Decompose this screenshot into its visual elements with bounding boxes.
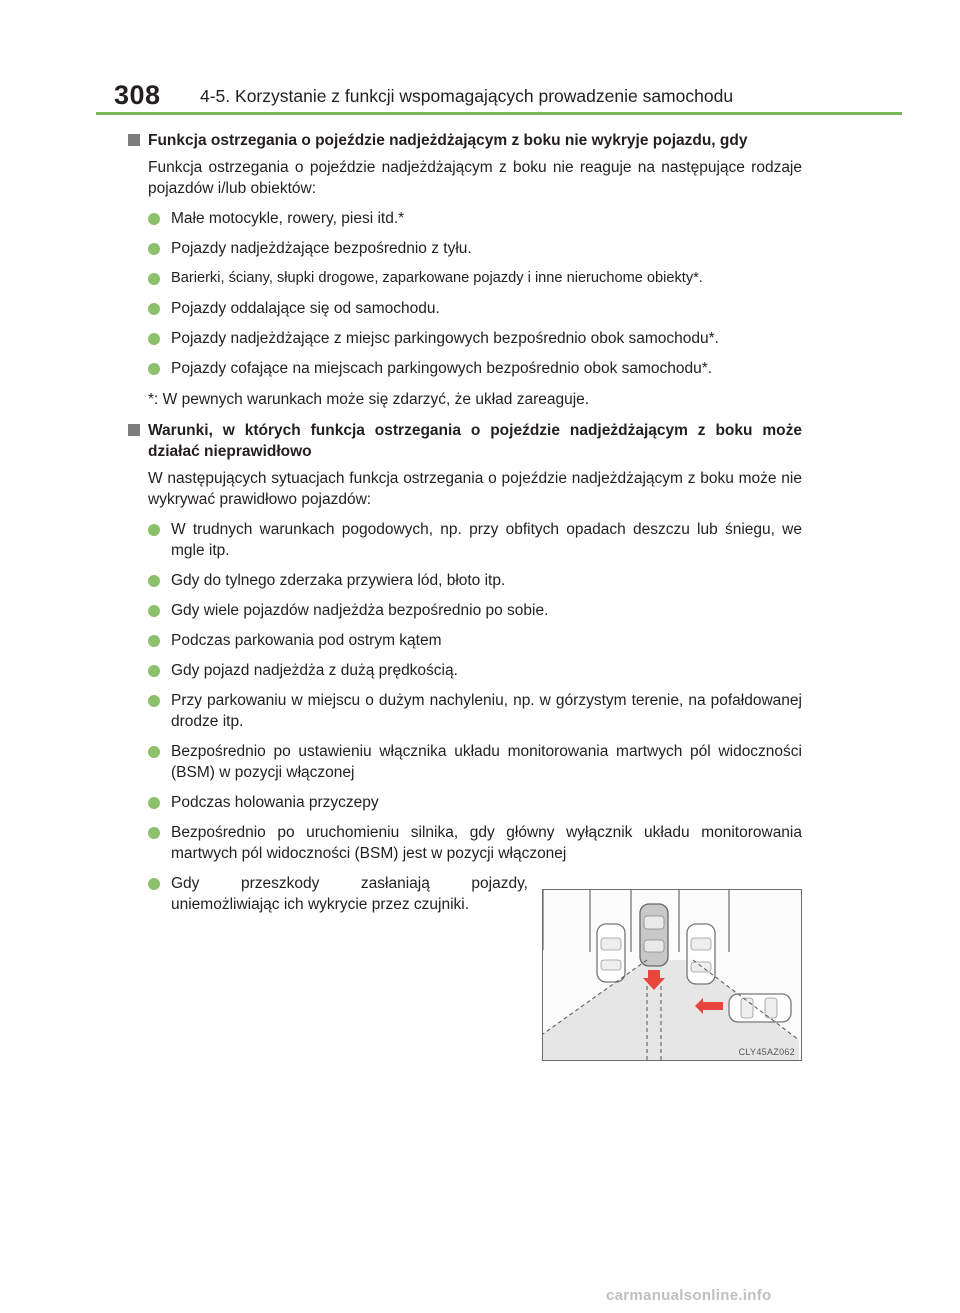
- footnote: *: W pewnych warunkach może się zdarzyć, że układ zareaguje.: [148, 391, 590, 408]
- list-item-text: Przy parkowaniu w miejscu o dużym nachyleniu, np. w górzystym terenie, na pofałdowanej drodze itp.: [171, 692, 802, 730]
- list-item: [148, 873, 528, 915]
- list-item-text: Pojazdy oddalające się od samochodu.: [171, 300, 440, 317]
- bullet-dot-icon: [148, 363, 160, 375]
- section-heading-text: Warunki, w których funkcja ostrzegania o pojeździe nadjeżdżającym z boku może działać nieprawidłowo: [148, 422, 802, 460]
- square-bullet-icon: [128, 134, 140, 146]
- list-item-text: Bezpośrednio po ustawieniu włącznika układu monitorowania martwych pól widoczności (BSM) w pozycji włączonej: [171, 743, 802, 781]
- bullet-dot-icon: [148, 797, 160, 809]
- section-malfunction-conditions: [128, 420, 802, 1057]
- list-item: [148, 630, 802, 651]
- list-item: [148, 519, 802, 561]
- parking-diagram: [543, 890, 801, 1060]
- list-item: [148, 822, 802, 864]
- list-item-text: Podczas holowania przyczepy: [171, 794, 379, 811]
- list-item-text: Pojazdy cofające na miejscach parkingowych bezpośrednio obok samochodu*.: [171, 360, 713, 377]
- list-item: [148, 328, 802, 349]
- obstruction-item-row: [128, 873, 802, 1057]
- bullet-dot-icon: [148, 273, 160, 285]
- list-item-text: Gdy do tylnego zderzaka przywiera lód, błoto itp.: [171, 572, 506, 589]
- bullet-dot-icon: [148, 827, 160, 839]
- square-bullet-icon: [128, 424, 140, 436]
- list-item-text: Bezpośrednio po uruchomieniu silnika, gdy główny wyłącznik układu monitorowania martwych pól widoczności (BSM) jest w pozycji włączonej: [171, 824, 802, 862]
- list-item-text: Pojazdy nadjeżdżające bezpośrednio z tyłu.: [171, 240, 472, 257]
- bullet-dot-icon: [148, 243, 160, 255]
- bullet-dot-icon: [148, 524, 160, 536]
- parked-car-left: [597, 924, 625, 982]
- header-divider: [96, 112, 902, 115]
- list-item: [148, 268, 802, 289]
- list-item: [148, 741, 802, 783]
- list-item-text: Barierki, ściany, słupki drogowe, zaparkowane pojazdy i inne nieruchome obiekty*.: [171, 270, 703, 286]
- approaching-car: [729, 994, 791, 1022]
- bullet-dot-icon: [148, 746, 160, 758]
- section-heading: [128, 420, 802, 462]
- bullet-dot-icon: [148, 665, 160, 677]
- list-item-text: Małe motocykle, rowery, piesi itd.*: [171, 210, 405, 227]
- bullet-dot-icon: [148, 635, 160, 647]
- list-item-text: Podczas parkowania pod ostrym kątem: [171, 632, 442, 649]
- list-item: [148, 690, 802, 732]
- list-item-text: Gdy wiele pojazdów nadjeżdża bezpośrednio po sobie.: [171, 602, 549, 619]
- list-item-text: W trudnych warunkach pogodowych, np. przy obfitych opadach deszczu lub śniegu, we mgle itp.: [171, 521, 802, 559]
- list-item: [148, 570, 802, 591]
- list-item: [148, 660, 802, 681]
- list-item: [148, 792, 802, 813]
- list-item-text: Gdy przeszkody zasłaniają pojazdy, uniemożliwiając ich wykrycie przez czujniki.: [171, 875, 528, 913]
- list-item-obstruction: [148, 873, 528, 915]
- section-heading-text: Funkcja ostrzegania o pojeździe nadjeżdżającym z boku nie wykryje pojazdu, gdy: [148, 132, 748, 149]
- list-item-text: Pojazdy nadjeżdżające z miejsc parkingowych bezpośrednio obok samochodu*.: [171, 330, 719, 347]
- bullet-list: [128, 208, 802, 379]
- parked-car-right: [687, 924, 715, 984]
- list-item: [148, 600, 802, 621]
- list-item: [148, 358, 802, 379]
- bullet-dot-icon: [148, 605, 160, 617]
- chapter-title: 4-5. Korzystanie z funkcji wspomagających prowadzenie samochodu: [200, 86, 734, 106]
- own-car: [640, 904, 668, 966]
- page-number: 308: [114, 80, 161, 110]
- bullet-dot-icon: [148, 878, 160, 890]
- watermark: carmanualsonline.info: [606, 1287, 772, 1304]
- bullet-dot-icon: [148, 213, 160, 225]
- section-heading: [128, 130, 802, 151]
- section-intro: Funkcja ostrzegania o pojeździe nadjeżdżającym z boku nie reaguje na następujące rodzaje pojazdów i/lub obiektów:: [148, 159, 802, 197]
- figure-code: CLY45AZ062: [738, 1047, 795, 1057]
- section-not-detected: [128, 130, 802, 410]
- section-intro: W następujących sytuacjach funkcja ostrzegania o pojeździe nadjeżdżającym z boku może nie wykrywać prawidłowo pojazdów:: [148, 470, 802, 508]
- bullet-dot-icon: [148, 575, 160, 587]
- bullet-dot-icon: [148, 303, 160, 315]
- parking-diagram-figure: [542, 889, 802, 1061]
- list-item: [148, 208, 802, 229]
- bullet-dot-icon: [148, 333, 160, 345]
- list-item-text: Gdy pojazd nadjeżdża z dużą prędkością.: [171, 662, 458, 679]
- list-item: [148, 298, 802, 319]
- page-content: [128, 130, 802, 1063]
- list-item: [148, 238, 802, 259]
- bullet-list: [128, 519, 802, 864]
- bullet-dot-icon: [148, 695, 160, 707]
